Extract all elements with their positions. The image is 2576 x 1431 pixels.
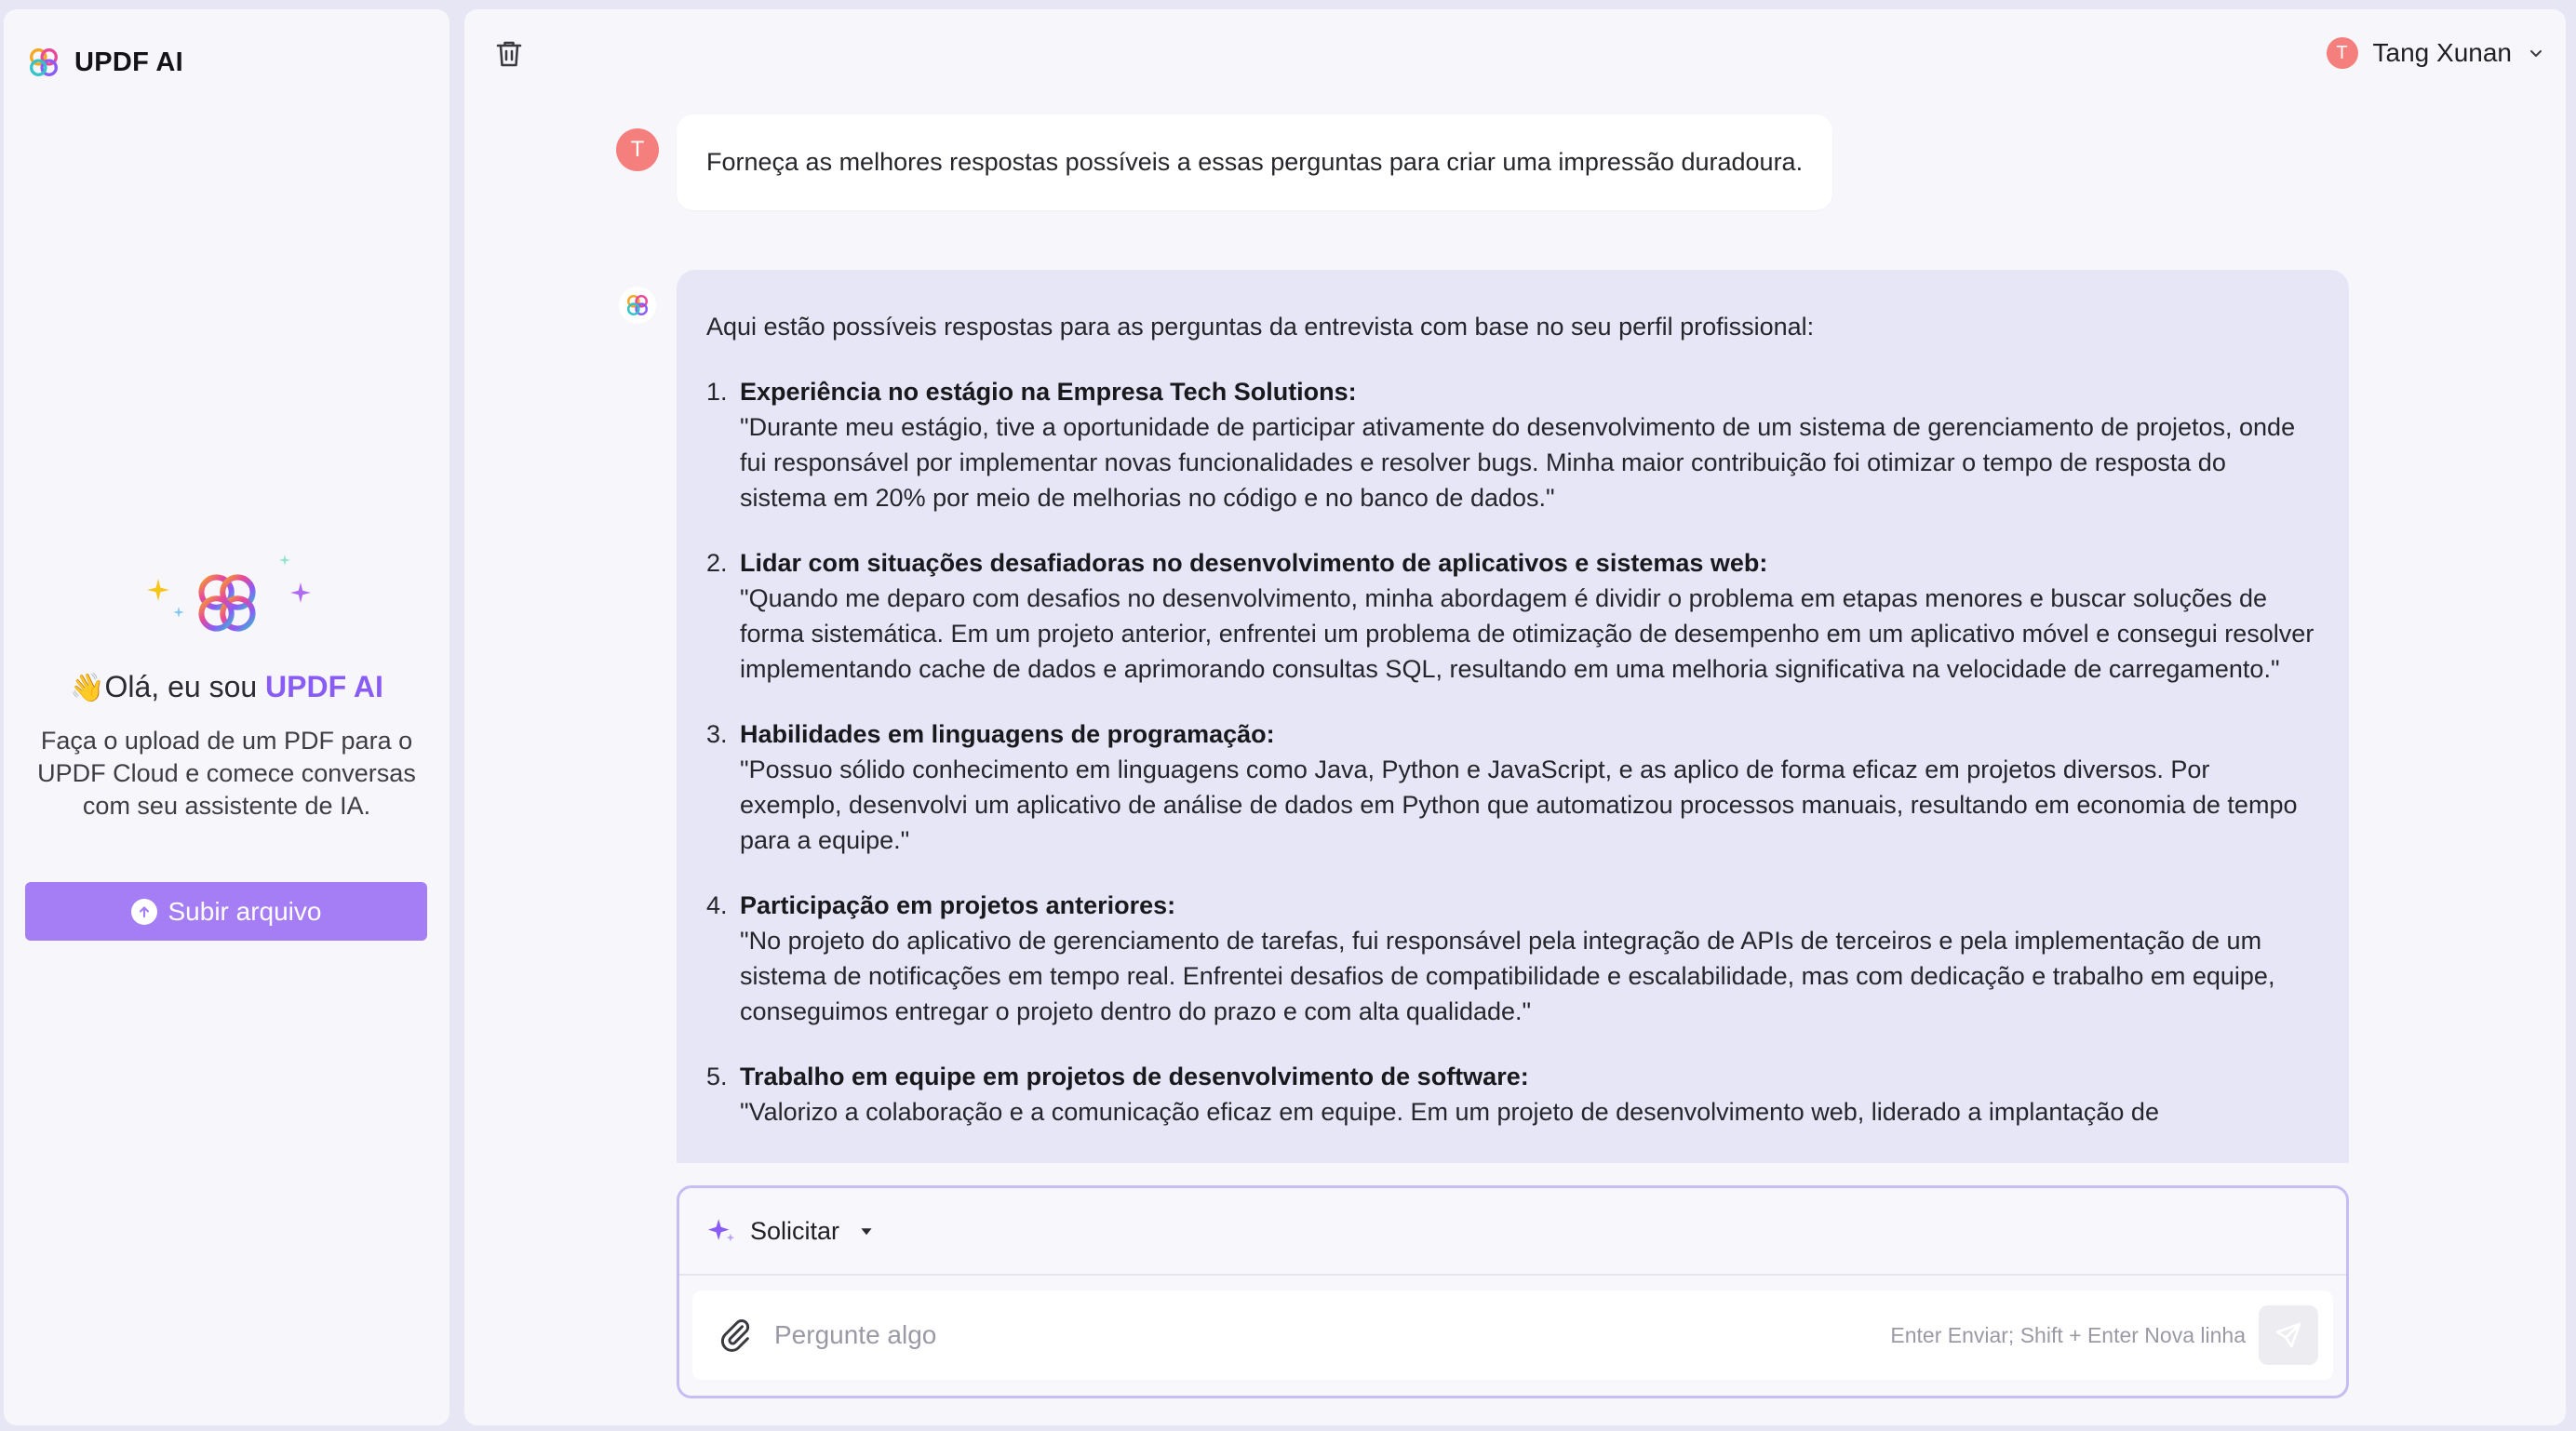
list-item: [706, 374, 2317, 515]
greeting-prefix: Olá, eu sou: [104, 670, 266, 703]
welcome-description: Faça o upload de um PDF para o UPDF Cloud e comece conversas com seu assistente de IA.: [37, 727, 416, 820]
list-item-answer: "Valorizo a colaboração e a comunicação eficaz em equipe. Em um projeto de desenvolvimento web, liderado a implantação de: [740, 1098, 2159, 1126]
upload-icon: [131, 899, 157, 925]
list-item-number: 3.: [706, 720, 728, 748]
list-item-title: Participação em projetos anteriores:: [740, 891, 1176, 919]
brand-name: UPDF AI: [74, 47, 184, 77]
sparkle-icon: [173, 607, 184, 618]
brand: [26, 45, 183, 80]
ai-message-bubble: [677, 270, 2349, 1163]
answer-list: [706, 374, 2317, 1130]
prompt-label: Solicitar: [750, 1216, 840, 1245]
ai-intro-text: Aqui estão possíveis respostas para as perguntas da entrevista com base no seu perfil profissional:: [706, 313, 1815, 341]
user-message-bubble: [677, 114, 1832, 210]
keyboard-hint: Enter Enviar; Shift + Enter Nova linha: [1890, 1322, 2246, 1347]
hero-illustration: [125, 549, 329, 661]
updf-ai-logo-icon: [192, 568, 262, 638]
composer: [677, 1185, 2349, 1398]
user-menu[interactable]: [2327, 37, 2545, 69]
caret-down-icon: [860, 1224, 873, 1237]
list-item-title: Habilidades em linguagens de programação:: [740, 720, 1275, 748]
user-message-text: Forneça as melhores respostas possíveis a essas perguntas para criar uma impressão duradoura.: [706, 148, 1804, 176]
list-item: [706, 716, 2317, 858]
greeting: [4, 670, 449, 704]
sparkle-icon: [705, 1215, 737, 1247]
sparkle-icon: [279, 555, 290, 566]
chevron-down-icon: [2527, 44, 2545, 62]
sparkle-icon: [147, 579, 169, 601]
welcome-panel: [4, 549, 449, 822]
list-item: [706, 545, 2317, 687]
list-item-number: 2.: [706, 549, 728, 577]
list-item-number: 4.: [706, 891, 728, 919]
ask-input[interactable]: [774, 1307, 1890, 1363]
prompt-selector[interactable]: [679, 1188, 2346, 1276]
list-item-title: Trabalho em equipe em projetos de desenvolvimento de software:: [740, 1063, 1529, 1090]
upload-file-button[interactable]: [25, 882, 427, 941]
list-item-number: 1.: [706, 378, 728, 406]
user-name: Tang Xunan: [2372, 38, 2512, 67]
avatar: T: [2327, 37, 2358, 69]
wave-emoji: 👋: [70, 673, 105, 703]
paperclip-icon[interactable]: [717, 1317, 754, 1354]
list-item-title: Experiência no estágio na Empresa Tech Solutions:: [740, 378, 1357, 406]
greeting-brand: UPDF AI: [265, 670, 383, 703]
list-item-answer: "No projeto do aplicativo de gerenciamento de tarefas, fui responsável pela integração de APIs de terceiros e pela implementação de um sistema de notificações em tempo real. Enfrentei desafios de compatibilidade e escalabilidade, mas com dedicação e trabalho em equipe, conseguimos entregar o projeto dentro do prazo e com alta qualidade.": [740, 927, 2275, 1025]
list-item: [706, 888, 2317, 1029]
list-item-title: Lidar com situações desafiadoras no desenvolvimento de aplicativos e sistemas web:: [740, 549, 1768, 577]
updf-ai-logo-icon: [624, 292, 651, 318]
send-icon: [2274, 1320, 2303, 1350]
list-item: [706, 1059, 2317, 1130]
sparkle-icon: [290, 582, 311, 603]
list-item-answer: "Quando me deparo com desafios no desenvolvimento, minha abordagem é dividir o problema em etapas menores e buscar soluções de forma sistemática. Em um projeto anterior, enfrentei um problema de otimização de desempenho em um aplicativo móvel e consegui resolver implementando cache de dados e aprimorando consultas SQL, resultando em uma melhoria significativa na velocidade de carregamento.": [740, 584, 2314, 683]
chat-panel: [464, 9, 2566, 1425]
list-item-answer: "Durante meu estágio, tive a oportunidade de participar ativamente do desenvolvimento de um sistema de gerenciamento de projetos, onde fui responsável por implementar novas funcionalidades e resolver bugs. Minha maior contribuição foi otimizar o tempo de resposta do sistema em 20% por meio de melhorias no código e no banco de dados.": [740, 413, 2296, 512]
send-button[interactable]: [2259, 1305, 2318, 1365]
sidebar: [4, 9, 449, 1425]
updf-logo-icon: [26, 45, 61, 80]
list-item-number: 5.: [706, 1063, 728, 1090]
ai-avatar: [619, 287, 656, 324]
user-message-avatar: T: [616, 128, 659, 171]
trash-icon[interactable]: [492, 37, 526, 71]
upload-label: Subir arquivo: [168, 896, 322, 926]
input-row: [692, 1291, 2333, 1380]
list-item-answer: "Possuo sólido conhecimento em linguagens como Java, Python e JavaScript, e as aplico de forma eficaz em projetos diversos. Por exemplo, desenvolvi um aplicativo de análise de dados em Python que automatizou processos manuais, resultando em economia de tempo para a equipe.": [740, 756, 2298, 854]
